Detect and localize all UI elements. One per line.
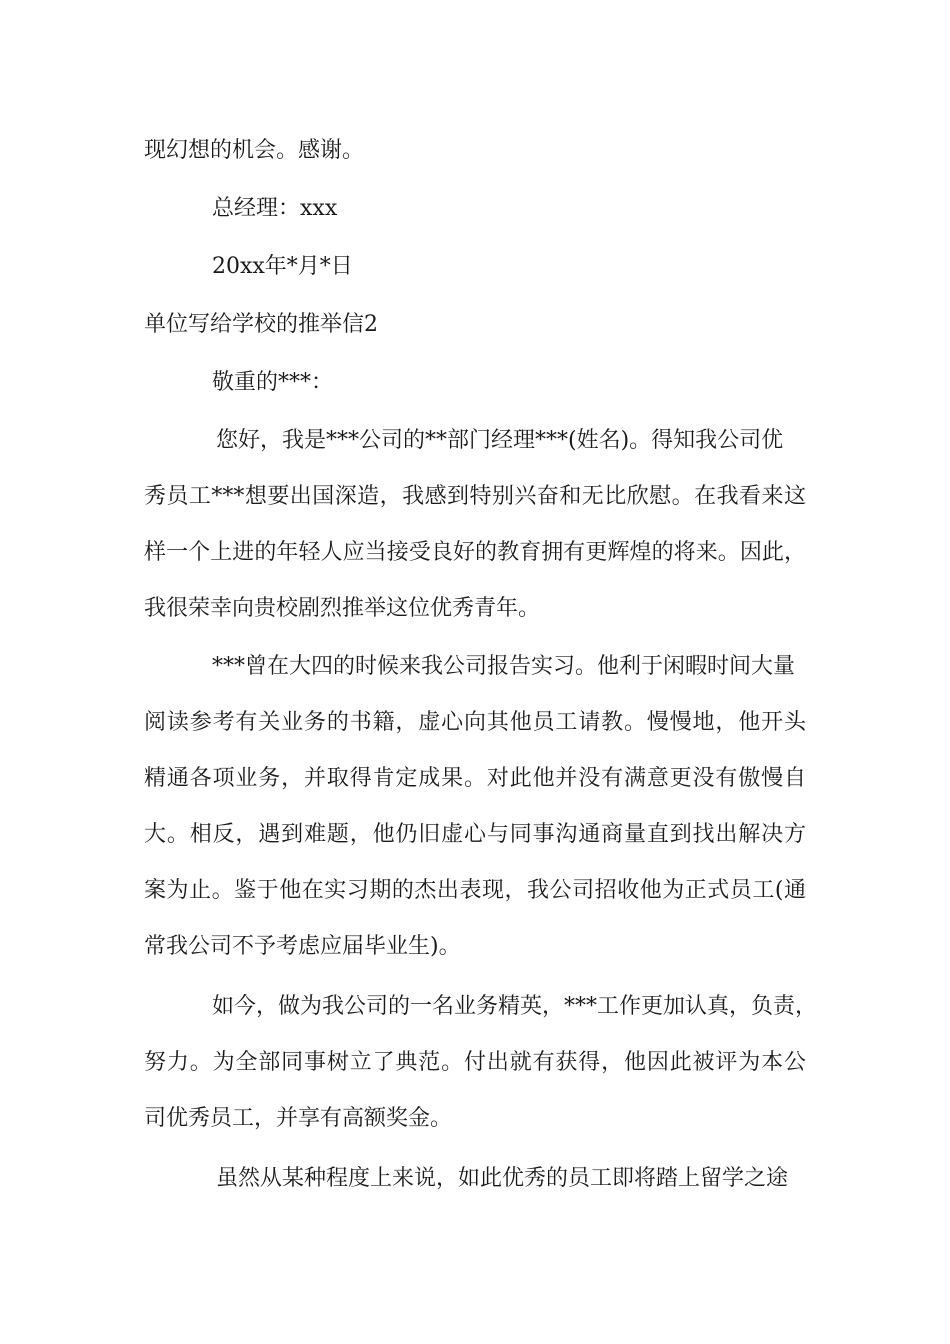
paragraph-line: 大。相反，遇到难题，他仍旧虚心与同事沟通商量直到找出解决方 [144,822,806,847]
paragraph-line: 精通各项业务，并取得肯定成果。对此他并没有满意更没有傲慢自 [144,766,806,791]
paragraph-line: 样一个上进的年轻人应当接受良好的教育拥有更辉煌的将来。因此， [144,540,806,565]
section-heading: 单位写给学校的推举信2 [144,312,378,337]
salutation: 敬重的***： [212,370,334,395]
paragraph-line: 案为止。鉴于他在实习期的杰出表现，我公司招收他为正式员工(通 [144,878,806,903]
signature-title: 总经理：xxx [212,196,338,221]
paragraph-line: 虽然从某种程度上来说，如此优秀的员工即将踏上留学之途 [216,1166,789,1191]
paragraph-line: 如今，做为我公司的一名业务精英，***工作更加认真，负责， [212,994,818,1019]
paragraph-line: ***曾在大四的时候来我公司报告实习。他利于闲暇时间大量 [212,654,796,679]
paragraph-line: 司优秀员工，并享有高额奖金。 [144,1106,453,1131]
paragraph-line: 阅读参考有关业务的书籍，虚心向其他员工请教。慢慢地，他开头 [144,710,806,735]
closing-line: 现幻想的机会。感谢。 [144,138,365,163]
paragraph-line: 秀员工***想要出国深造，我感到特别兴奋和无比欣慰。在我看来这 [144,484,806,509]
signature-date: 20xx年*月*日 [212,254,353,279]
paragraph-line: 您好，我是***公司的**部门经理***(姓名)。得知我公司优 [216,428,784,453]
paragraph-line: 常我公司不予考虑应届毕业生)。 [144,934,461,959]
paragraph-line: 我很荣幸向贵校剧烈推举这位优秀青年。 [144,596,541,621]
paragraph-line: 努力。为全部同事树立了典范。付出就有获得，他因此被评为本公 [144,1050,806,1075]
